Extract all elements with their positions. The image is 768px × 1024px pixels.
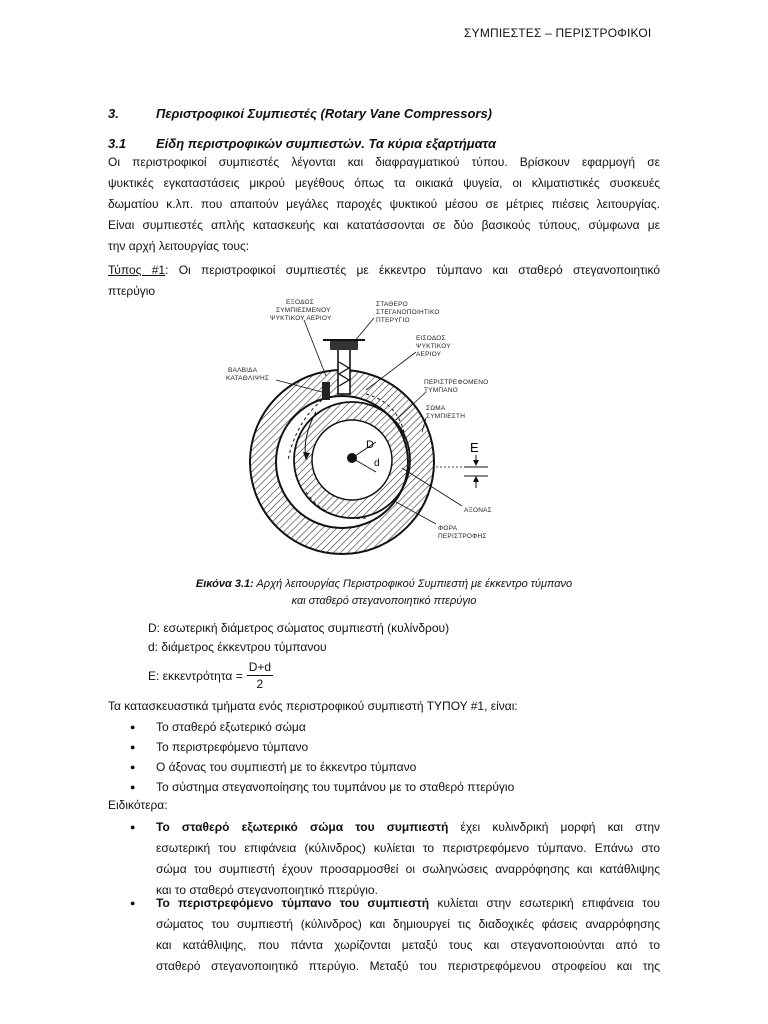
specifically-label: Ειδικότερα: [108, 798, 168, 812]
label-E: E [470, 440, 479, 455]
detail1-line: έχει κυλινδρική μορφή και στην [448, 820, 660, 834]
figure-caption [108, 576, 660, 610]
detail2-line: σταθερό στεγανοποιητικό πτερύγιο. Μεταξύ του περιστρεφόμενου στροφείου και της [156, 959, 660, 973]
bullet-icon: ● [130, 898, 136, 908]
running-header: ΣΥΜΠΙΕΣΤΕΣ – ΠΕΡΙΣΤΡΟΦΙΚΟΙ [464, 26, 652, 40]
definition-d: d: διάμετρος έκκεντρου τύμπανου [148, 640, 327, 654]
outlet-label-3: ΨΥΚΤΙΚΟΥ ΑΕΡΙΟΥ [270, 315, 332, 322]
formula-fraction [247, 660, 273, 691]
intro-line: Οι περιστροφικοί συμπιεστές λέγονται και διαφραγματικού τύπου. Βρίσκουν εφαρμογή σε [108, 155, 660, 169]
detail1-bold: Το σταθερό εξωτερικό σώμα του συμπιεστή [156, 820, 449, 834]
body-label-2: ΣΥΜΠΙΕΣΤΗ [426, 413, 466, 420]
detail2-line: κυλίεται στην εσωτερική επιφάνεια του [429, 896, 660, 910]
parts-intro: Τα κατασκευαστικά τμήματα ενός περιστροφικού συμπιεστή ΤΥΠΟΥ #1, είναι: [108, 699, 518, 713]
body-label-1: ΣΩΜΑ [426, 405, 446, 412]
discharge-valve [322, 382, 330, 400]
compressor-diagram [226, 292, 516, 572]
detail2-line: και κατάθλιψης, που πάντα χωρίζονται μεταξύ τους και στεγανοποιούνται από το [156, 938, 660, 952]
direction-label-1: ΦΟΡΑ [438, 525, 458, 532]
label-D: D [366, 439, 374, 451]
list-item [108, 777, 660, 797]
direction-label-2: ΠΕΡΙΣΤΡΟΦΗΣ [438, 533, 487, 540]
bullet-icon: ● [130, 742, 136, 752]
valve-label-2: ΚΑΤΑΘΛΙΨΗΣ [226, 375, 270, 382]
vane-label-3: ΠΤΕΡΥΓΙΟ [376, 317, 410, 324]
type1-text: : Οι περιστροφικοί συμπιεστές με έκκεντρο τύμπανο και σταθερό στεγανοποιητικό [165, 263, 661, 277]
detail-item-body [108, 817, 660, 901]
inlet-label-3: ΑΕΡΙΟΥ [416, 351, 442, 358]
inlet-label-2: ΨΥΚΤΙΚΟΥ [416, 343, 451, 350]
section-heading [108, 106, 660, 121]
rotor-label-1: ΠΕΡΙΣΤΡΕΦΟΜΕΝΟ [424, 379, 489, 386]
list-item-text: Ο άξονας του συμπιεστή με το έκκεντρο τύμπανο [156, 760, 417, 774]
bullet-icon: ● [130, 822, 136, 832]
bullet-icon: ● [130, 762, 136, 772]
outlet-label-1: ΕΞΟΔΟΣ [286, 299, 314, 306]
section-number: 3. [108, 106, 119, 121]
list-item [108, 717, 660, 737]
bullet-icon: ● [130, 722, 136, 732]
intro-paragraph [108, 152, 660, 257]
list-item [108, 757, 660, 777]
list-item-text: Το σύστημα στεγανοποίησης του τυμπάνου με το σταθερό πτερύγιο [156, 780, 515, 794]
intro-line: την αρχή λειτουργίας τους: [108, 239, 250, 253]
inlet-label-1: ΕΙΣΟΔΟΣ [416, 335, 446, 342]
subsection-title: Είδη περιστροφικών συμπιεστών. Τα κύρια εξαρτήματα [156, 136, 497, 151]
list-item-text: Το περιστρεφόμενο τύμπανο [156, 740, 309, 754]
detail1-line: εσωτερική του επιφάνεια (κύλινδρος) κυλίεται το περιστρεφόμενο τύμπανο. Επάνω στο [156, 841, 660, 855]
subsection-heading [108, 136, 660, 151]
detail-item-drum [108, 893, 660, 977]
list-item-text: Το σταθερό εξωτερικό σώμα [156, 720, 306, 734]
type1-label: Τύπος #1 [108, 263, 166, 277]
parts-list [108, 717, 660, 797]
vane-label-2: ΣΤΕΓΑΝΟΠΟΙΗΤΙΚΟ [376, 309, 440, 316]
caption-line-2: και σταθερό στεγανοποιητικό πτερύγιο [291, 595, 477, 607]
rotor-label-2: ΤΥΜΠΑΝΟ [424, 387, 458, 394]
outlet-label-2: ΣΥΜΠΙΕΣΜΕΝΟΥ [276, 307, 331, 314]
definition-D: D: εσωτερική διάμετρος σώματος συμπιεστή (κυλίνδρου) [148, 621, 450, 635]
caption-bold: Εικόνα 3.1: [195, 578, 254, 590]
valve-label-1: ΒΑΛΒΙΔΑ [228, 367, 258, 374]
caption-line-1: Αρχή λειτουργίας Περιστροφικού Συμπιεστή με έκκεντρο τύμπανο [253, 578, 573, 590]
eccentricity-formula [148, 660, 273, 691]
section-title: Περιστροφικοί Συμπιεστές (Rotary Vane Compressors) [156, 106, 493, 121]
intro-line: Είναι συμπιεστές απλής κατασκευής και κατατάσσονται σε δύο βασικούς τύπους, σύμφωνα με [108, 218, 660, 232]
intro-line: ψυκτικές εγκαταστάσεις μικρού μεγέθους όπως τα οικιακά ψυγεία, οι κλιματιστικές συσκευές [108, 176, 660, 190]
list-item [108, 737, 660, 757]
bullet-icon: ● [130, 782, 136, 792]
detail2-bold: Το περιστρεφόμενο τύμπανο του συμπιεστή [156, 896, 430, 910]
subsection-number: 3.1 [108, 136, 127, 151]
formula-label: E: εκκεντρότητα = [148, 668, 243, 683]
formula-denominator: 2 [256, 677, 264, 691]
axis-label: ΑΞΟΝΑΣ [464, 507, 492, 514]
label-d: d [374, 458, 380, 469]
vane-label-1: ΣΤΑΘΕΡΟ [376, 301, 408, 308]
detail2-line: σώματος του συμπιεστή (κύλινδρος) και δημιουργεί τις διαδοχικές φάσεις αναρρόφησης [156, 917, 660, 931]
detail1-line: και το σταθερό στεγανοποιητικό πτερύγιο. [156, 883, 378, 897]
detail1-line: σώμα του συμπιεστή έχουν προσαρμοσθεί οι σωληνώσεις αναρρόφησης και κατάθλιψης [156, 862, 660, 876]
formula-numerator: D+d [248, 660, 272, 674]
type1-text-line2: πτερύγιο [108, 284, 156, 298]
intro-line: δωματίου κ.λπ. που απαιτούν μεγάλες παροχές ψυκτικού μέσου σε μέτριες πιέσεις λειτουργίας. [108, 197, 660, 211]
